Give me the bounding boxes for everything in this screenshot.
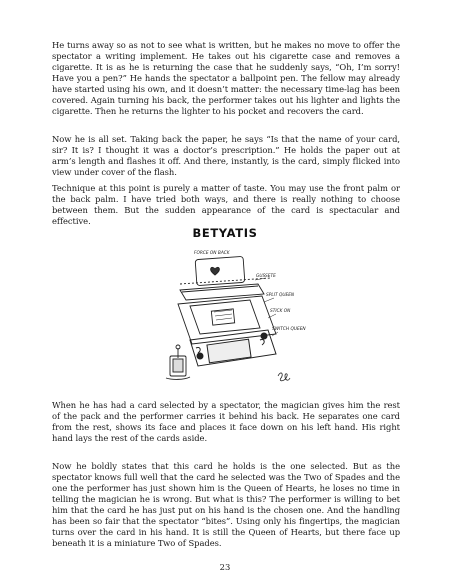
label-split-queen: SPLIT QUEEN xyxy=(266,293,295,298)
miniature-card-inset-drawing xyxy=(166,345,190,379)
section-heading: BETYATIS xyxy=(192,226,258,240)
paragraph-2: Now he is all set. Taking back the paper, he says “Is that the name of your card, sir? It is? I thought it was a doctor’s prescription.” He holds the paper out at arm’s length and flashes it off. And there, instantly, is the card, simply flicked into view under cover of the flash. xyxy=(52,134,400,177)
paragraph-4: When he has had a card selected by a spectator, the magician gives him the rest of the pack and the performer carries it behind his back. He separates one card from the rest, shows its face and places it face down on his left hand. His right hand lays the rest of the cards aside. xyxy=(52,400,400,443)
label-gusset: GUSSETE xyxy=(256,274,276,279)
switch-queen-drawing xyxy=(190,330,276,366)
label-force-on-back: FORCE ON BACK xyxy=(194,251,230,256)
label-stick-on: STICK ON xyxy=(270,309,291,314)
paragraph-1: He turns away so as not to see what is written, but he makes no move to offer the spectator a writing implement. He takes out his cigarette case and removes a cigarette. It is as he is returning the case that he suddenly says, “Oh, I’m sorry! Have you a pen?” He hands the spectator a ballpoint pen. The fellow may already have started using his own, and it doesn’t matter: the necessary time-lag has been covered. Again turning his back, the performer takes out his lighter and lights the cigarette. Then he returns the lighter to his pocket and recovers the card. xyxy=(52,40,400,116)
page-number: 23 xyxy=(219,562,231,572)
force-card-drawing xyxy=(180,256,270,285)
paragraph-3: Technique at this point is purely a matter of taste. You may use the front palm or the back palm. I have tried both ways, and there is really nothing to choose between them. But the sudden appearance of the card is spectacular and effective. xyxy=(52,183,400,226)
gusset-card-drawing xyxy=(180,284,264,300)
card-trick-illustration xyxy=(160,244,306,388)
label-switch-queen: SWITCH QUEEN xyxy=(272,327,306,332)
illustrator-signature xyxy=(278,373,290,381)
paragraph-5: Now he boldly states that this card he holds is the one selected. But as the spectator knows full well that the card he selected was the Two of Spades and the one the performer has just shown him is the Queen of Hearts, he loses no time in telling the magician he is wrong. But what is this? The performer is willing to bet him that the card he has just put on his hand is the chosen one. And the handling has been so fair that the spectator “bites”. Using only his fingertips, the magician turns over the card in his hand. It is still the Queen of Hearts, but there face up beneath it is a miniature Two of Spades. xyxy=(52,461,400,548)
